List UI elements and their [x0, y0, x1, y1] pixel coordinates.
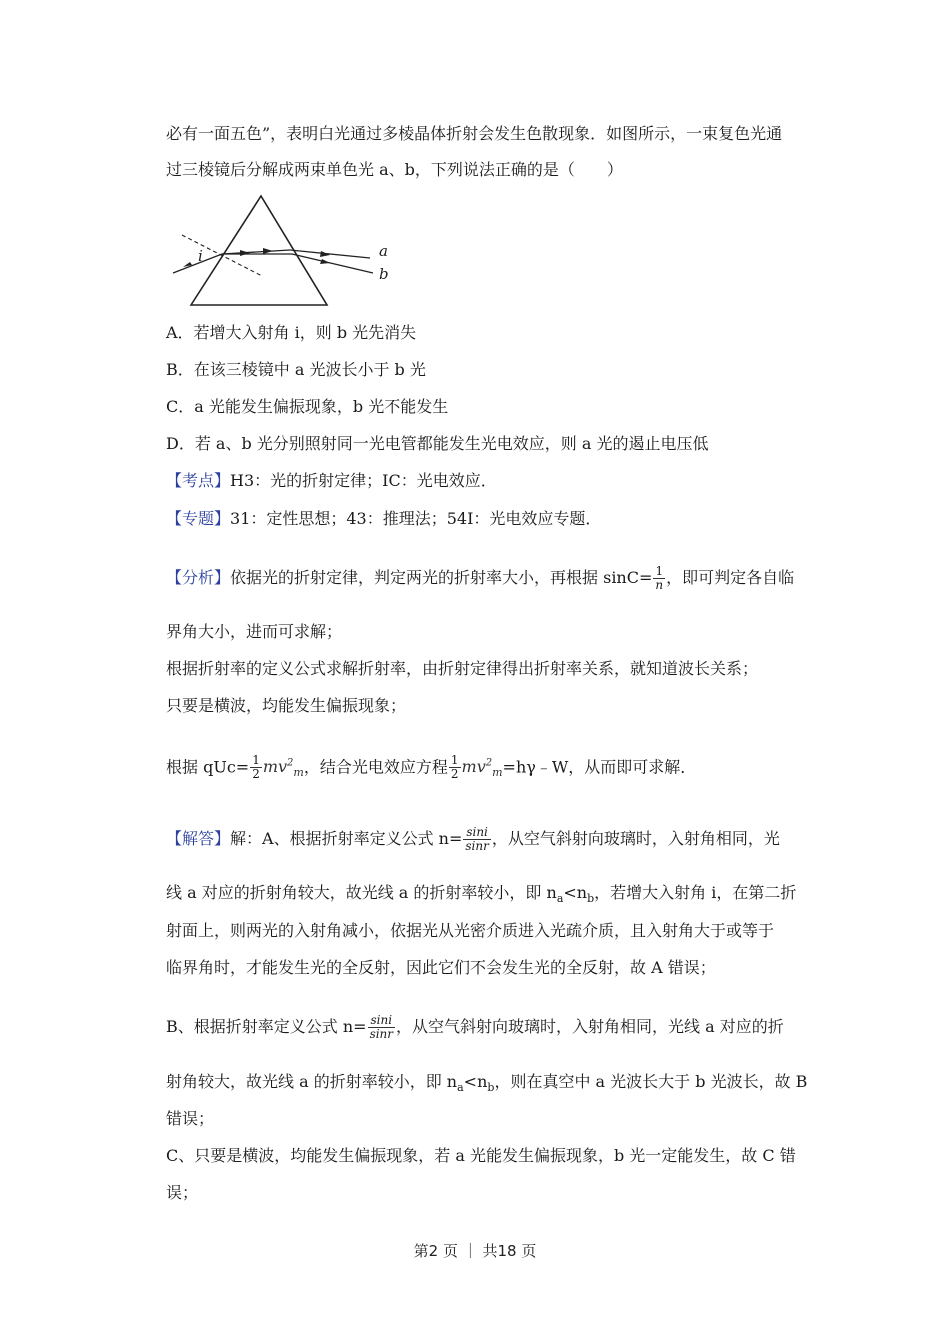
jieda-tag: 【解答】: [166, 829, 231, 848]
fraction-half-1: $\frac{1}{2}$: [252, 753, 260, 782]
question-line-2: 过三棱镜后分解成两束单色光 a、b，下列说法正确的是（ ）: [166, 160, 623, 179]
fenxi-line-5: [166, 753, 696, 785]
fraction-sini-sinr-2: $\frac{\sin i}{\sin r}$: [369, 1013, 394, 1041]
fraction-sini-sinr-1: $\frac{\sin i}{\sin r}$: [465, 825, 489, 853]
jieda-text-1b: ，从空气斜射向玻璃时，入射角相同，光: [491, 829, 780, 848]
question-line-1: 必有一面五色”，表明白光通过多棱晶体折射会发生色散现象．如图所示，一束复色光通: [166, 124, 783, 143]
inner-arrow-2: [263, 248, 273, 254]
jieda-line-2: 线 a 对应的折射角较大，故光线 a 的折射率较小，即 $n_a<n_b$，若增大入射角 i，在第二折: [166, 883, 797, 906]
option-d: D．若 a、b 光分别照射同一光电管都能发生光电效应，则 a 光的遏止电压低: [166, 434, 709, 453]
kaodian-tag: 【考点】: [166, 471, 231, 490]
mv-term-2: $mv^2_m$: [461, 757, 503, 780]
prism-diagram: [170, 193, 400, 311]
exit-arrow-b: [320, 259, 330, 264]
normal-dashed-line: [182, 235, 262, 276]
jieda-line-8: C、只要是横波，均能发生偏振现象，若 a 光能发生偏振现象，b 光一定能发生，故 C 错: [166, 1146, 796, 1165]
jieda-line-3: 射面上，则两光的入射角减小，依据光从光密介质进入光疏介质，且入射角大于或等于: [166, 921, 775, 940]
jieda-text-1a: 解：A、根据折射率定义公式 n=: [230, 829, 463, 848]
option-a: A．若增大入射角 i，则 b 光先消失: [166, 323, 417, 342]
kaodian-line: [166, 470, 497, 492]
zhuanti-text: 31：定性思想；43：推理法；54I：光电效应专题．: [230, 509, 602, 528]
fenxi-line-2: 界角大小，进而可求解；: [166, 622, 343, 641]
fenxi-text-1a: 依据光的折射定律，判定两光的折射率大小，再根据 sinC=: [230, 568, 653, 587]
fraction-1-over-n: $\frac{1}{n}$: [655, 564, 664, 592]
fenxi-line-4: 只要是横波，均能发生偏振现象；: [166, 696, 407, 715]
fenxi-line-3: 根据折射率的定义公式求解折射率，由折射定律得出折射率关系，就知道波长关系；: [166, 659, 759, 678]
jieda-line-5: B、根据折射率定义公式 n= $\frac{\sin i}{\sin r}$ ，从空气斜射向玻璃时，入射角相同，光线 a 对应的折: [166, 1013, 784, 1041]
fenxi-text-5a: 根据 qUc=: [166, 757, 250, 777]
fenxi-text-5b: ，结合光电效应方程: [303, 757, 448, 777]
jieda-line-6: 射角较大，故光线 a 的折射率较小，即 $n_a<n_b$，则在真空中 a 光波长大于 b 光波长，故 B: [166, 1072, 808, 1095]
jieda-line-7: 错误；: [166, 1109, 215, 1128]
label-i: i: [198, 247, 203, 265]
label-b: b: [379, 265, 389, 283]
fenxi-line-1: [166, 565, 794, 592]
page-footer: 第2 页 ｜ 共18 页: [413, 1242, 537, 1260]
mv-term-1: $mv^2_m$: [262, 757, 304, 780]
jieda-line-4: 临界角时，才能发生光的全反射，因此它们不会发生光的全反射，故 A 错误；: [166, 958, 716, 977]
kaodian-text: H3：光的折射定律；IC：光电效应．: [230, 471, 497, 490]
zhuanti-line: [166, 508, 601, 530]
jieda-line-9: 误；: [166, 1183, 199, 1202]
fraction-half-2: $\frac{1}{2}$: [450, 753, 459, 782]
option-c: C．a 光能发生偏振现象，b 光不能发生: [166, 397, 449, 416]
label-a: a: [379, 242, 388, 260]
inner-arrow-1: [240, 250, 250, 256]
fenxi-text-5c: =hγ﹣W，从而即可求解．: [502, 757, 697, 777]
fenxi-text-1b: ，即可判定各自临: [666, 568, 795, 587]
zhuanti-tag: 【专题】: [166, 509, 231, 528]
prism-triangle: [191, 196, 327, 305]
jieda-line-1: [166, 826, 780, 853]
fenxi-tag: 【分析】: [166, 568, 231, 587]
option-b: B．在该三棱镜中 a 光波长小于 b 光: [166, 360, 426, 379]
